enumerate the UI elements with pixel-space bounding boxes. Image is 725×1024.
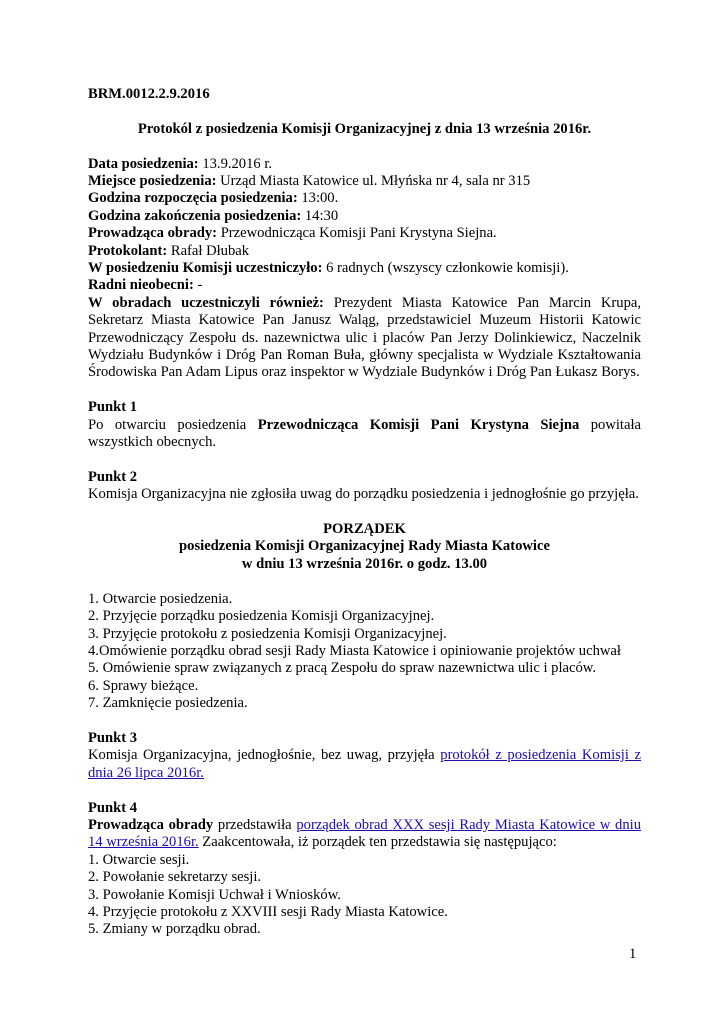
recorder-label: Protokolant: — [88, 242, 168, 259]
agenda-item: 4.Omówienie porządku obrad sesji Rady Miasta Katowice i opiniowanie projektów uchwał — [88, 642, 621, 659]
start-label: Godzina rozpoczęcia posiedzenia: — [88, 190, 298, 207]
start-value: 13:00. — [297, 190, 339, 207]
session-item: 3. Powołanie Komisji Uchwał i Wniosków. — [88, 886, 341, 903]
punkt-3 — [88, 730, 641, 782]
punkt-1 — [88, 399, 641, 451]
end-value: 14:30 — [301, 207, 339, 224]
place-value: Urząd Miasta Katowice ul. Młyńska nr 4, sala nr 315 — [216, 173, 531, 189]
session-item: 2. Powołanie sekretarzy sesji. — [88, 869, 262, 886]
agenda-item: 5. Omówienie spraw związanych z pracą Zespołu do spraw nazewnictwa ulic i placów. — [88, 660, 597, 677]
agenda-subtitle: posiedzenia Komisji Organizacyjnej Rady Miasta Katowice — [179, 538, 550, 555]
place-label: Miejsce posiedzenia: — [88, 173, 217, 189]
end-label: Godzina zakończenia posiedzenia: — [88, 207, 302, 224]
recorder-value: Rafał Dłubak — [167, 242, 250, 259]
also-present-label: W obradach uczestniczyli również: — [88, 294, 324, 311]
punkt-1-bold: Przewodnicząca Komisji Pani Krystyna Siejna — [257, 416, 580, 433]
absent-value: - — [193, 277, 203, 294]
punkt-3-text: Komisja Organizacyjna, jednogłośnie, bez uwag, przyjęła — [88, 747, 441, 764]
punkt-1-text-before: Po otwarciu posiedzenia — [88, 416, 258, 433]
attendance-value: 6 radnych (wszyscy członkowie komisji). — [322, 260, 569, 277]
meeting-info — [88, 156, 641, 382]
agenda-item: 7. Zamknięcie posiedzenia. — [88, 695, 248, 712]
document-title: Protokól z posiedzenia Komisji Organizacyjnej z dnia 13 września 2016r. — [137, 120, 592, 137]
document-id: BRM.0012.2.9.2016 — [88, 86, 210, 102]
agenda — [88, 521, 641, 712]
chair-label: Prowadząca obrady: — [88, 225, 218, 242]
session-item: 5. Zmiany w porządku obrad. — [88, 921, 261, 938]
absent-label: Radni nieobecni: — [88, 277, 194, 294]
punkt-2-heading: Punkt 2 — [88, 468, 138, 485]
chair-value: Przewodnicząca Komisji Pani Krystyna Siejna. — [217, 225, 497, 242]
agenda-item: 1. Otwarcie posiedzenia. — [88, 590, 233, 607]
attendance-label: W posiedzeniu Komisji uczestniczyło: — [88, 260, 323, 277]
agenda-item: 3. Przyjęcie protokołu z posiedzenia Komisji Organizacyjnej. — [88, 625, 447, 642]
agenda-title: PORZĄDEK — [323, 521, 406, 538]
punkt-4 — [88, 800, 641, 939]
punkt-1-heading: Punkt 1 — [88, 399, 138, 416]
agenda-date: w dniu 13 września 2016r. o godz. 13.00 — [241, 555, 488, 572]
session-item: 4. Przyjęcie protokołu z XXVIII sesji Rady Miasta Katowice. — [88, 903, 448, 920]
page-number: 1 — [629, 946, 637, 962]
punkt-4-text-after: Zaakcentowała, iż porządek ten przedstawia się następująco: — [198, 834, 557, 851]
punkt-1-text-after: powitała wszystkich obecnych. — [88, 416, 641, 451]
punkt-2 — [88, 469, 641, 504]
agenda-item: 6. Sprawy bieżące. — [88, 677, 199, 694]
document-page — [88, 86, 641, 939]
punkt-4-bold: Prowadząca obrady — [88, 816, 214, 833]
date-value: 13.9.2016 r. — [198, 155, 273, 172]
session-agenda-link[interactable]: porządek obrad XXX sesji Rady Miasta Katowice w dniu 14 września 2016r. — [88, 816, 641, 851]
punkt-3-heading: Punkt 3 — [88, 729, 138, 746]
punkt-4-text-before: przedstawiła — [213, 816, 297, 833]
also-present-value: Prezydent Miasta Katowice Pan Marcin Krupa, Sekretarz Miasta Katowice Pan Janusz Waląg, przedstawiciel Muzeum Historii Katowic Przewodniczący Zespołu ds. nazewnictwa ulic i placów Pan Jerzy Dolinkiewicz, Naczelnik Wydziału Budynków i Dróg Pan Roman Buła, główny specjalista w Wydziale Kształtowania Środowiska Pan Adam Lipus oraz inspektor w Wydziale Budynków i Dróg Pan Łukasz Borys. — [88, 294, 641, 381]
date-label: Data posiedzenia: — [88, 155, 199, 172]
session-item: 1. Otwarcie sesji. — [88, 851, 190, 868]
punkt-2-text: Komisja Organizacyjna nie zgłosiła uwag do porządku posiedzenia i jednogłośnie go przyjęła. — [88, 486, 639, 503]
punkt-4-heading: Punkt 4 — [88, 799, 138, 816]
protocol-link[interactable]: protokół z posiedzenia Komisji z dnia 26 lipca 2016r. — [88, 747, 641, 781]
agenda-item: 2. Przyjęcie porządku posiedzenia Komisji Organizacyjnej. — [88, 608, 435, 625]
